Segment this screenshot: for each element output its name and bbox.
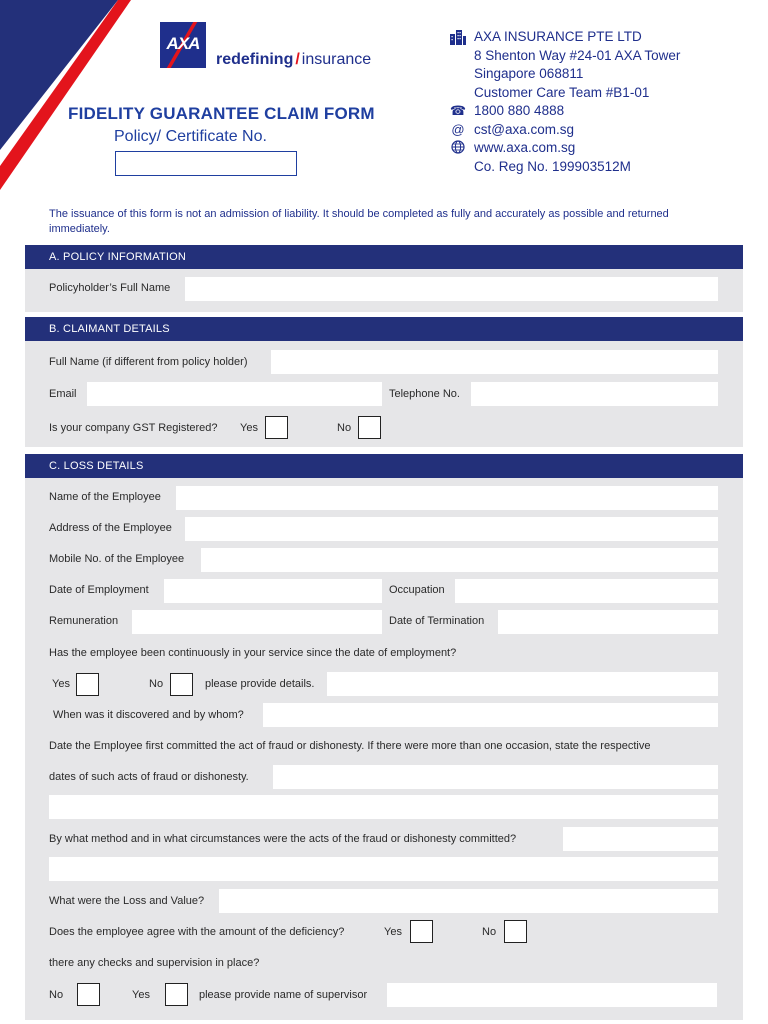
deficiency-no-checkbox[interactable] (504, 920, 527, 943)
loss-value-field[interactable] (219, 889, 718, 913)
checks-question: there any checks and supervision in place? (49, 957, 260, 969)
gst-no-checkbox[interactable] (358, 416, 381, 439)
gst-yes-label: Yes (240, 422, 258, 434)
supervisor-name-field[interactable] (387, 983, 717, 1007)
deficiency-yes-label: Yes (384, 926, 402, 938)
contact-company (448, 28, 758, 47)
contact-email (448, 121, 758, 140)
contact-block (448, 28, 758, 176)
occupation-field[interactable] (455, 579, 718, 603)
remuneration-field[interactable] (132, 610, 382, 634)
fraud-date-field-extra[interactable] (49, 795, 718, 819)
policyholder-name-label: Policyholder’s Full Name (49, 282, 171, 294)
contact-phone (448, 102, 758, 121)
telephone-label: Telephone No. (389, 388, 460, 400)
checks-yes-label: Yes (132, 989, 150, 1001)
phone-number: 1800 880 4888 (474, 103, 565, 118)
policyholder-name-field[interactable] (185, 277, 718, 301)
contact-reg: Co. Reg No. 199903512M (474, 158, 631, 174)
email-icon: @ (451, 121, 465, 137)
gst-no-label: No (337, 422, 352, 434)
employee-name-field[interactable] (176, 486, 718, 510)
fraud-date-field[interactable] (273, 765, 718, 789)
occupation-label: Occupation (389, 584, 445, 596)
fraud-method-label: By what method and in what circumstances were the acts of the fraud or dishonesty committed? (49, 833, 517, 845)
contact-address-1: 8 Shenton Way #24-01 AXA Tower (474, 47, 681, 63)
employee-address-field[interactable] (185, 517, 718, 541)
deficiency-yes-checkbox[interactable] (410, 920, 433, 943)
gst-registered-label: Is your company GST Registered? (49, 422, 218, 434)
phone-icon: ☎ (449, 103, 467, 118)
website-url[interactable]: www.axa.com.sg (474, 140, 576, 155)
continuous-details-field[interactable] (327, 672, 718, 696)
policy-label: Policy/ Certificate No. (114, 128, 267, 145)
deficiency-question: Does the employee agree with the amount of the deficiency? (49, 926, 345, 938)
termination-date-label: Date of Termination (389, 615, 485, 627)
deficiency-no-label: No (482, 926, 497, 938)
employment-date-field[interactable] (164, 579, 382, 603)
continuous-no-checkbox[interactable] (170, 673, 193, 696)
email-address[interactable]: cst@axa.com.sg (474, 121, 574, 137)
section-loss-details (25, 454, 743, 1020)
section-claimant-details (25, 317, 743, 447)
continuous-yes-checkbox[interactable] (76, 673, 99, 696)
checks-no-label: No (49, 989, 64, 1001)
claimant-full-name-label: Full Name (if different from policy holder) (49, 356, 248, 368)
employment-date-label: Date of Employment (49, 584, 149, 596)
contact-address-2: Singapore 068811 (474, 66, 584, 81)
claimant-full-name-field[interactable] (271, 350, 718, 374)
continuous-service-question: Has the employee been continuously in your service since the date of employment? (49, 647, 457, 659)
loss-value-label: What were the Loss and Value? (49, 895, 205, 907)
policy-number-field[interactable] (115, 151, 297, 176)
fraud-method-field[interactable] (563, 827, 718, 851)
globe-icon (448, 140, 468, 156)
section-b-header: B. CLAIMANT DETAILS (25, 317, 743, 341)
email-field[interactable] (87, 382, 382, 406)
employee-mobile-field[interactable] (201, 548, 718, 572)
employee-name-label: Name of the Employee (49, 491, 161, 503)
tagline-rest: insurance (301, 51, 372, 68)
telephone-field[interactable] (471, 382, 718, 406)
remuneration-label: Remuneration (49, 615, 119, 627)
building-icon (448, 29, 468, 45)
section-policy-information (25, 245, 743, 312)
contact-website (448, 139, 758, 158)
checks-no-checkbox[interactable] (77, 983, 100, 1006)
discovered-field[interactable] (263, 703, 718, 727)
liability-notice: The issuance of this form is not an admission of liability. It should be completed as fully and accurately as possible and returned immediately. (49, 208, 669, 235)
provide-details-label: please provide details. (205, 678, 315, 690)
gst-yes-checkbox[interactable] (265, 416, 288, 439)
employee-address-label: Address of the Employee (49, 522, 172, 534)
tagline-bold: redefining (216, 51, 294, 68)
axa-logo (160, 22, 206, 68)
employee-mobile-label: Mobile No. of the Employee (49, 553, 185, 565)
supervisor-label: please provide name of supervisor (199, 989, 368, 1001)
fraud-date-label-line2: dates of such acts of fraud or dishonesty. (49, 771, 249, 783)
tagline-slash: / (295, 51, 300, 68)
section-c-header: C. LOSS DETAILS (25, 454, 743, 478)
discovered-label: When was it discovered and by whom? (53, 709, 244, 721)
continuous-no-label: No (149, 678, 164, 690)
email-label: Email (49, 388, 77, 400)
fraud-date-label-line1: Date the Employee first committed the act of fraud or dishonesty. If there were more than one occasion, state the respective (49, 740, 651, 752)
fraud-method-field-extra[interactable] (49, 857, 718, 881)
contact-address-3: Customer Care Team #B1-01 (474, 84, 650, 100)
logo-text: AXA (166, 34, 200, 53)
continuous-yes-label: Yes (52, 678, 70, 690)
checks-yes-checkbox[interactable] (165, 983, 188, 1006)
tagline (216, 51, 371, 69)
company-name: AXA INSURANCE PTE LTD (474, 29, 642, 44)
form-title: FIDELITY GUARANTEE CLAIM FORM (68, 104, 375, 123)
section-a-header: A. POLICY INFORMATION (25, 245, 743, 269)
termination-date-field[interactable] (498, 610, 718, 634)
